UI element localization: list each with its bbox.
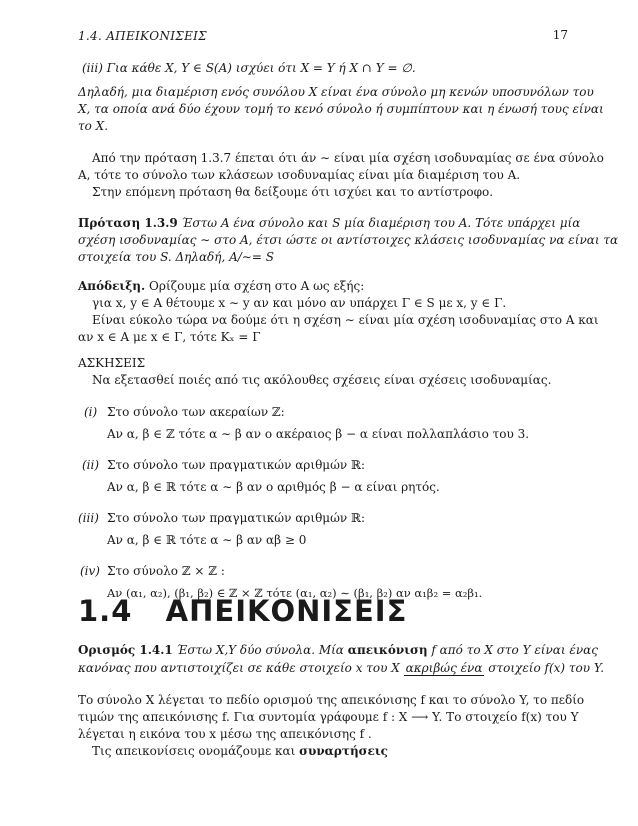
definition-line: [78, 642, 598, 658]
exercise-rule: Αν α, β ∈ ℝ τότε α ∼ β αν αβ ≥ 0: [107, 533, 307, 547]
definition-text: Έστω X,Y δύο σύνολα. Μία: [176, 643, 344, 657]
paragraph-line: Το σύνολο X λέγεται το πεδίο ορισμού της απεικόνισης f και το σύνολο Y, το πεδίο: [78, 693, 585, 707]
exercise-rule: Αν (α₁, α₂), (β₁, β₂) ∈ ℤ × ℤ τότε (α₁, α₂) ∼ (β₁, β₂) αν α₁β₂ = α₂β₁.: [107, 586, 483, 600]
definition-term: απεικόνιση: [347, 643, 428, 657]
definition-text: στοιχείο f(x) του Y.: [488, 661, 605, 675]
running-header: 1.4. ΑΠΕΙΚΟΝΙΣΕΙΣ: [78, 29, 207, 43]
exercises-title: ΑΣΚΗΣΕΙΣ: [78, 356, 146, 370]
proof-text: Ορίζουμε μία σχέση στο A ως εξής:: [149, 279, 365, 293]
exercise-set: Στο σύνολο των πραγματικών αριθμών ℝ:: [107, 511, 365, 525]
proposition-line: στοιχεία του S. Δηλαδή, A/∼= S: [78, 250, 274, 264]
paragraph-line: Στην επόμενη πρόταση θα δείξουμε ότι ισχύει και το αντίστροφο.: [92, 185, 494, 199]
exercise-set: Στο σύνολο των ακεραίων ℤ:: [107, 405, 285, 419]
section-heading: [78, 594, 407, 628]
proof-line: Είναι εύκολο τώρα να δούμε ότι η σχέση ∼ είναι μία σχέση ισοδυναμίας στο A και: [92, 313, 599, 327]
exercise-set: Στο σύνολο των πραγματικών αριθμών ℝ:: [107, 458, 365, 472]
paragraph-line: τιμών της απεικόνισης f. Για συντομία γράφουμε f : X ⟶ Y. Το στοιχείο f(x) του Y: [78, 710, 579, 724]
proposition-text: Έστω A ένα σύνολο και S μία διαμέριση του A. Τότε υπάρχει μία: [181, 216, 581, 230]
paragraph-line: Δηλαδή, μια διαμέριση ενός συνόλου X είναι ένα σύνολο μη κενών υποσυνόλων του: [78, 85, 594, 99]
definition-text: f από το X στο Y είναι ένας: [431, 643, 598, 657]
proof-line: αν x ∈ A με x ∈ Γ, τότε Kₓ = Γ: [78, 330, 261, 344]
proposition-line: σχέση ισοδυναμίας ∼ στο A, έτσι ώστε οι αντίστοιχες κλάσεις ισοδυναμίας να είναι τα: [78, 233, 619, 247]
exercise-set: Στο σύνολο ℤ × ℤ :: [107, 564, 225, 578]
section-number: 1.4: [78, 594, 133, 628]
paragraph-text: Τις απεικονίσεις ονομάζουμε και: [92, 744, 296, 758]
exercise-rule: Αν α, β ∈ ℝ τότε α ∼ β αν ο αριθμός β − α είναι ρητός.: [107, 480, 440, 494]
list-item-iii: (iii) Για κάθε X, Y ∈ S(A) ισχύει ότι X = Y ή X ∩ Y = ∅.: [82, 61, 416, 75]
proof-line: για x, y ∈ A θέτουμε x ∼ y αν και μόνο αν υπάρχει Γ ∈ S με x, y ∈ Γ.: [92, 296, 507, 310]
proposition-label: Πρόταση 1.3.9: [78, 216, 178, 230]
page-number: 17: [552, 28, 568, 42]
exercises-intro: Να εξετασθεί ποιές από τις ακόλουθες σχέσεις είναι σχέσεις ισοδυναμίας.: [92, 373, 552, 387]
proof-line: [78, 278, 364, 294]
definition-text: κανόνας που αντιστοιχίζει σε κάθε στοιχείο x του X: [78, 661, 400, 675]
exercise-rule: Αν α, β ∈ ℤ τότε α ∼ β αν ο ακέραιος β − α είναι πολλαπλάσιο του 3.: [107, 427, 530, 441]
paragraph-term: συναρτήσεις: [299, 744, 388, 758]
exercise-number: (iii): [78, 511, 99, 525]
proposition-line: [78, 215, 580, 231]
proof-label: Απόδειξη.: [78, 279, 146, 293]
paragraph-line: X, τα οποία ανά δύο έχουν τομή το κενό σύνολο ή συμπίπτουν και η ένωσή τους είναι: [78, 102, 604, 116]
exercise-number: (iv): [80, 564, 100, 578]
section-title: ΑΠΕΙΚΟΝΙΣΕΙΣ: [165, 594, 408, 628]
paragraph-line: A, τότε το σύνολο των κλάσεων ισοδυναμίας είναι μία διαμέριση του A.: [78, 168, 521, 182]
paragraph-line: Από την πρόταση 1.3.7 έπεται ότι άν ∼ είναι μία σχέση ισοδυναμίας σε ένα σύνολο: [92, 151, 604, 165]
exercise-number: (ii): [82, 458, 100, 472]
exercise-number: (i): [84, 405, 98, 419]
definition-line: [78, 660, 604, 676]
paragraph-line: το X.: [78, 119, 109, 133]
paragraph-line: λέγεται η εικόνα του x μέσω της απεικόνισης f .: [78, 727, 372, 741]
paragraph-line: [92, 743, 388, 759]
definition-emphasis: ακριβώς ένα: [405, 661, 483, 675]
definition-label: Ορισμός 1.4.1: [78, 643, 173, 657]
